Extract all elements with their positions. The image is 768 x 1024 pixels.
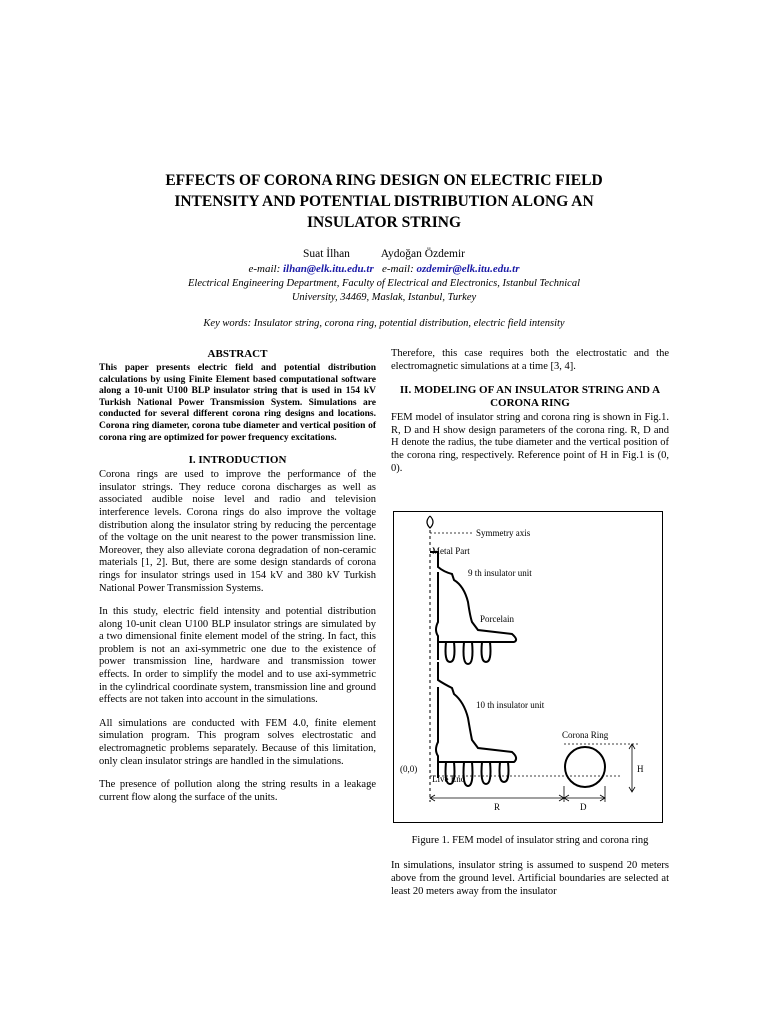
right-paragraph-0: Therefore, this case requires both the electrostatic and the electromagnetic simulations at a time [3, 4]. bbox=[391, 348, 669, 372]
section-2-paragraph-2: In simulations, insulator string is assumed to suspend 20 meters above from the ground level. Artificial boundaries are selected at least 20 meters away from the insulator bbox=[391, 860, 669, 897]
paper-title bbox=[0, 170, 768, 233]
affiliation-line-1: Electrical Engineering Department, Faculty of Electrical and Electronics, Istanbul Technical bbox=[187, 278, 580, 289]
title-line-2: INTENSITY AND POTENTIAL DISTRIBUTION ALONG AN bbox=[174, 193, 594, 210]
label-h: H bbox=[637, 764, 644, 774]
intro-paragraph-4: The presence of pollution along the string results in a leakage current flow along the surface of the units. bbox=[99, 779, 376, 803]
section-2-paragraph-1: FEM model of insulator string and corona ring is shown in Fig.1. R, D and H show design parameters of the corona ring. R, D and H denote the radius, the tube diameter and the vertical position of the corona ring, respectively. Reference point of H in Fig.1 is (0, 0). bbox=[391, 412, 669, 474]
email-link-1[interactable]: ilhan@elk.itu.edu.tr bbox=[283, 263, 374, 275]
author-2: Aydoğan Özdemir bbox=[380, 248, 466, 260]
intro-paragraph-3: All simulations are conducted with FEM 4.0, finite element simulation program. This program solves electrostatic and electromagnetic problems separately. Because of this limitation, only clean insulator strings are handled in the simulations. bbox=[99, 717, 376, 767]
label-porcelain: Porcelain bbox=[480, 614, 514, 624]
email-label-1: e-mail: bbox=[248, 263, 283, 275]
title-line-3: INSULATOR STRING bbox=[306, 214, 462, 231]
intro-paragraph-1: Corona rings are used to improve the performance of the insulator strings. They reduce corona discharges as well as associated audible noise level and radio and television interference levels. Corona rings do also improve the voltage distribution along the insulator string by reducing the percentage of the voltage on the unit nearest to the power transmission line. Moreover, they also alleviate corona degradation of non-ceramic materials [1, 2]. But, there are some design standards of corona rings for insulator strings used in 154 kV and 380 kV Turkish National Power Transmission Systems. bbox=[99, 469, 376, 594]
label-r: R bbox=[494, 802, 501, 812]
label-unit-10: 10 th insulator unit bbox=[476, 700, 545, 710]
intro-paragraph-2: In this study, electric field intensity and potential distribution along 10-unit clean U100 BLP insulator strings are simulated by a two dimensional finite element model of the string. In fact, this problem is not an axi-symmetric one due to the existence of power transmission line, hardware and transmission tower effects. In order to simplify the model and to use axi-symmetric in the cylindrical coordinate system, transmission line and ground effects are not taken into account in the simulations. bbox=[99, 606, 376, 706]
insulator-unit-9-sheds bbox=[438, 642, 491, 664]
author-list bbox=[0, 248, 768, 260]
label-live-end: Live End bbox=[432, 774, 466, 784]
email-label-2: e-mail: bbox=[382, 263, 417, 275]
insulator-diagram bbox=[394, 512, 662, 822]
corona-ring-circle bbox=[565, 747, 605, 787]
title-line-1: EFFECTS OF CORONA RING DESIGN ON ELECTRIC FIELD bbox=[165, 172, 603, 189]
label-corona-ring: Corona Ring bbox=[562, 730, 609, 740]
affiliation bbox=[0, 277, 768, 305]
label-unit-9: 9 th insulator unit bbox=[468, 568, 532, 578]
right-column bbox=[391, 348, 669, 486]
email-link-2[interactable]: ozdemir@elk.itu.edu.tr bbox=[416, 263, 520, 275]
label-d: D bbox=[580, 802, 587, 812]
label-metal-part: Metal Part bbox=[432, 546, 470, 556]
label-symmetry-axis: Symmetry axis bbox=[476, 528, 531, 538]
figure-1 bbox=[393, 511, 663, 823]
keywords: Key words: Insulator string, corona ring, potential distribution, electric field intensity bbox=[203, 318, 565, 329]
left-column bbox=[99, 348, 376, 815]
introduction-heading: I. INTRODUCTION bbox=[188, 454, 287, 467]
email-line bbox=[0, 263, 768, 275]
label-origin: (0,0) bbox=[400, 764, 418, 774]
figure-caption: Figure 1. FEM model of insulator string and corona ring bbox=[411, 835, 649, 846]
affiliation-line-2: University, 34469, Maslak, Istanbul, Turkey bbox=[291, 292, 477, 303]
insulator-unit-10 bbox=[436, 662, 516, 762]
section-2-heading: II. MODELING OF AN INSULATOR STRING AND A CORONA RING bbox=[399, 384, 661, 410]
abstract-text: This paper presents electric field and potential distribution calculations by using Finite Element based computational software along a 10-unit U100 BLP insulator string that is used in 154 kV Turkish National Power Transmission System. Simulations are conducted for several different corona ring designs and locations. Corona ring diameter, corona tube diameter and vertical position of corona ring are optimized for power frequency excitations. bbox=[99, 363, 376, 443]
abstract-heading: ABSTRACT bbox=[207, 348, 268, 360]
insulator-unit-9 bbox=[430, 552, 516, 642]
author-1: Suat İlhan bbox=[302, 248, 350, 260]
rotation-arrow-icon bbox=[427, 516, 433, 528]
